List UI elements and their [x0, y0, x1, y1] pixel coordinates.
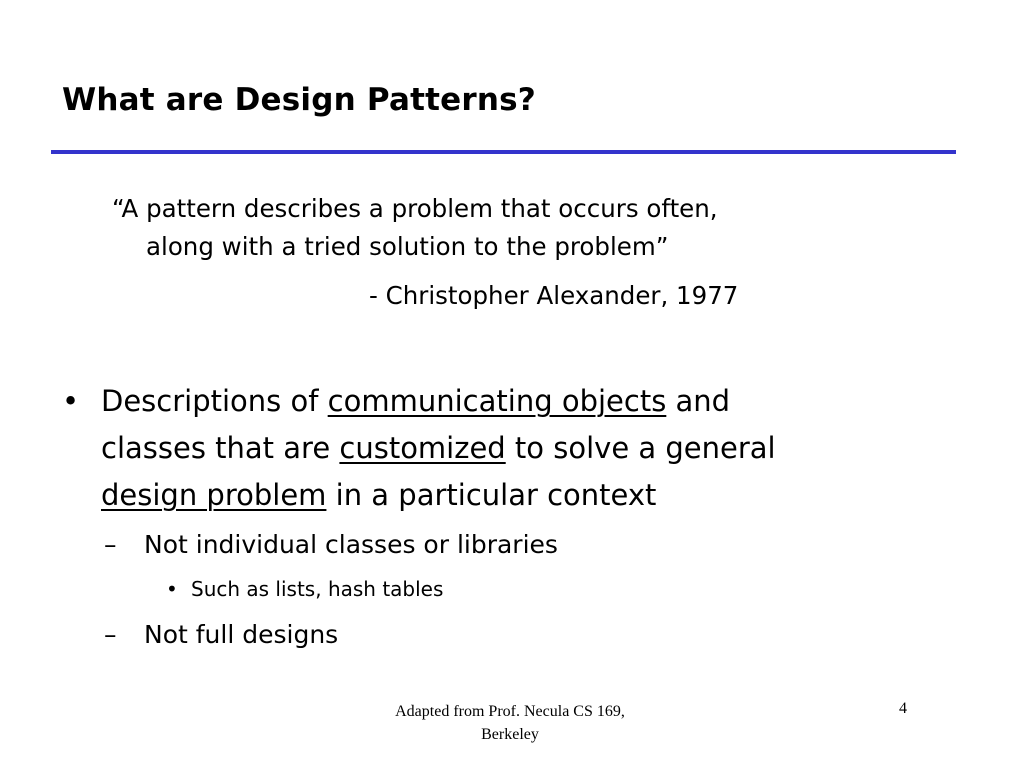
bullet-icon: • — [166, 577, 178, 601]
quote-block — [112, 190, 972, 266]
bullet-line-3 — [101, 472, 991, 519]
underlined-term: customized — [339, 431, 506, 465]
sub-item-text: Not full designs — [144, 620, 339, 649]
underlined-term: communicating objects — [327, 384, 667, 418]
underlined-term: design problem — [101, 478, 327, 512]
page-number: 4 — [899, 700, 907, 717]
quote-line-2: along with a tried solution to the problem” — [146, 232, 669, 261]
footer-credit — [350, 700, 670, 746]
bullet-text-part: Descriptions of — [101, 384, 328, 418]
bullet-text-part: classes that are — [101, 431, 340, 465]
bullet-text-part: and — [666, 384, 731, 418]
main-bullet-text — [101, 378, 991, 519]
quote-line-1: “A pattern describes a problem that occurs often, — [112, 194, 718, 223]
bullet-text-part: in a particular context — [326, 478, 657, 512]
dash-icon: – — [104, 620, 117, 649]
sub-item-text: Not individual classes or libraries — [144, 530, 558, 559]
title-divider — [51, 150, 956, 154]
bullet-line-2 — [101, 425, 991, 472]
bullet-text-part: to solve a general — [505, 431, 776, 465]
footer-line-1: Adapted from Prof. Necula CS 169, — [395, 703, 625, 720]
bullet-line-1 — [101, 378, 991, 425]
sub-sub-item-text: Such as lists, hash tables — [191, 577, 444, 601]
dash-icon: – — [104, 530, 117, 559]
quote-attribution: - Christopher Alexander, 1977 — [369, 281, 739, 310]
bullet-icon: • — [62, 384, 80, 418]
slide-title: What are Design Patterns? — [62, 82, 536, 118]
footer-line-2: Berkeley — [481, 726, 539, 743]
